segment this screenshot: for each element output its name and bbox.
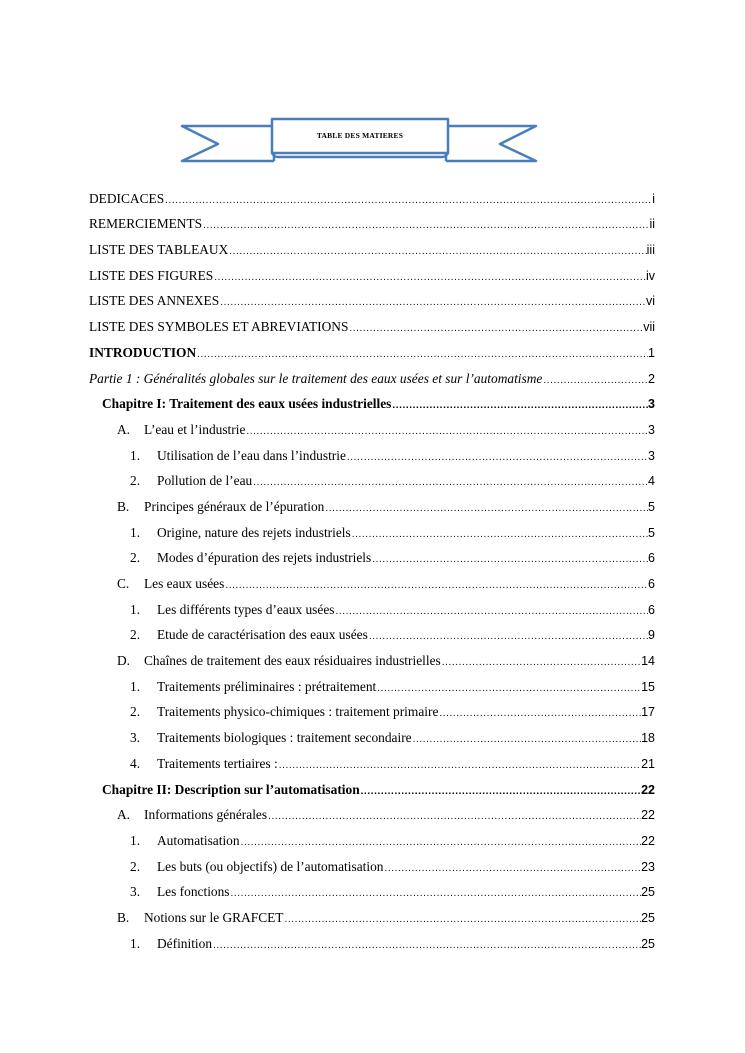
toc-entry[interactable] [89, 823, 655, 849]
toc-entry-page: 4 [648, 474, 655, 489]
toc-dot-leader [230, 887, 642, 900]
toc-dot-leader [348, 322, 643, 335]
toc-entry-page: ii [649, 217, 655, 232]
toc-entry-number: 1. [130, 601, 141, 617]
toc-entry-page: 3 [648, 448, 655, 463]
toc-entry-page: 2 [648, 371, 655, 386]
toc-entry-page: 3 [648, 422, 655, 437]
toc-entry-number: A. [117, 421, 131, 437]
toc-entry-title: LISTE DES ANNEXES [89, 293, 220, 309]
toc-entry-number: 1. [130, 832, 141, 848]
toc-entry[interactable] [89, 926, 655, 952]
toc-entry-page: 25 [641, 936, 655, 951]
toc-entry-page: 18 [641, 731, 655, 746]
toc-entry-title: Les fonctions [157, 884, 230, 900]
toc-entry[interactable] [89, 772, 655, 798]
toc-dot-leader [240, 836, 642, 849]
toc-entry[interactable] [89, 489, 655, 515]
toc-entry-title: Traitements physico-chimiques : traitement primaire [157, 704, 439, 720]
toc-dot-leader [267, 810, 641, 823]
toc-entry-page: 9 [648, 628, 655, 643]
toc-dot-leader [252, 476, 648, 489]
toc-entry[interactable] [89, 361, 655, 387]
toc-entry-page: 3 [648, 397, 655, 412]
title-banner [178, 115, 540, 165]
toc-entry[interactable] [89, 515, 655, 541]
toc-dot-leader [245, 425, 648, 438]
toc-dot-leader [212, 939, 641, 952]
toc-entry-number: 3. [130, 730, 141, 746]
toc-entry[interactable] [89, 669, 655, 695]
toc-entry-title: Chapitre I: Traitement des eaux usées industrielles [102, 396, 392, 412]
toc-entry-title: INTRODUCTION [89, 344, 197, 360]
table-of-contents [89, 181, 655, 952]
toc-entry-page: 6 [648, 577, 655, 591]
toc-dot-leader [360, 785, 641, 798]
toc-entry-number: B. [117, 909, 130, 925]
toc-entry[interactable] [89, 798, 655, 824]
toc-entry-page: 5 [648, 499, 655, 514]
toc-entry[interactable] [89, 541, 655, 567]
toc-dot-leader [219, 296, 646, 309]
toc-entry-page: 25 [641, 885, 655, 900]
toc-dot-leader [196, 348, 648, 361]
toc-entry[interactable] [89, 412, 655, 438]
toc-entry-title: Pollution de l’eau [157, 473, 253, 489]
toc-dot-leader [383, 862, 641, 875]
toc-entry[interactable] [89, 335, 655, 361]
toc-entry-number: 2. [130, 704, 141, 720]
toc-dot-leader [202, 219, 649, 232]
toc-entry-title: Notions sur le GRAFCET [144, 909, 284, 925]
toc-dot-leader [164, 194, 652, 207]
toc-entry-number: 2. [130, 858, 141, 874]
toc-dot-leader [376, 682, 641, 695]
toc-entry-number: 2. [130, 550, 141, 566]
toc-dot-leader [278, 759, 641, 772]
toc-dot-leader [368, 630, 648, 643]
toc-entry-page: 5 [648, 525, 655, 540]
toc-entry-number: 2. [130, 627, 141, 643]
toc-entry[interactable] [89, 592, 655, 618]
toc-dot-leader [346, 451, 648, 464]
toc-entry-number: A. [117, 807, 131, 823]
toc-entry-page: i [652, 191, 655, 206]
toc-entry-page: vii [643, 320, 655, 335]
toc-entry[interactable] [89, 643, 655, 669]
toc-entry-title: Informations générales [144, 807, 268, 823]
toc-entry-page: iii [646, 243, 655, 258]
toc-dot-leader [542, 374, 648, 387]
toc-entry-title: REMERCIEMENTS [89, 216, 203, 232]
toc-entry-title: LISTE DES TABLEAUX [89, 242, 229, 258]
toc-entry-title: LISTE DES SYMBOLES ET ABREVIATIONS [89, 319, 349, 335]
toc-entry[interactable] [89, 387, 655, 413]
toc-dot-leader [324, 502, 648, 515]
toc-entry-page: 14 [641, 654, 655, 669]
toc-entry-page: 25 [641, 910, 655, 925]
toc-entry-title: DEDICACES [89, 190, 165, 206]
toc-entry[interactable] [89, 695, 655, 721]
toc-entry-title: Les eaux usées [144, 576, 225, 591]
toc-entry-page: 1 [648, 345, 655, 360]
toc-entry-page: vi [645, 294, 655, 309]
toc-entry-number: 3. [130, 884, 141, 900]
toc-entry-title: Chapitre II: Description sur l’automatisation [102, 781, 360, 797]
toc-dot-leader [391, 399, 648, 412]
toc-entry[interactable] [89, 849, 655, 875]
toc-entry-title: Traitements tertiaires : [157, 755, 278, 771]
toc-entry-number: 4. [130, 755, 141, 771]
toc-dot-leader [351, 528, 648, 541]
toc-entry-page: iv [645, 268, 655, 283]
toc-entry-page: 22 [641, 808, 655, 823]
toc-entry-title: Partie 1 : Généralités globales sur le traitement des eaux usées et sur l’automatisme [89, 370, 543, 386]
toc-entry-page: 6 [648, 602, 655, 617]
toc-entry-title: Traitements biologiques : traitement secondaire [157, 730, 412, 746]
toc-entry-page: 6 [648, 551, 655, 566]
toc-entry[interactable] [89, 438, 655, 464]
toc-entry[interactable] [89, 566, 655, 592]
toc-dot-leader [284, 913, 642, 926]
toc-entry-title: Origine, nature des rejets industriels [157, 524, 351, 540]
toc-entry-title: LISTE DES FIGURES [89, 267, 214, 283]
toc-entry-title: Chaînes de traitement des eaux résiduaires industrielles [144, 653, 441, 669]
toc-entry[interactable] [89, 284, 655, 310]
toc-dot-leader [224, 579, 648, 592]
toc-entry[interactable] [89, 746, 655, 772]
toc-entry-number: 2. [130, 473, 141, 489]
toc-entry-number: C. [117, 576, 130, 591]
toc-entry[interactable] [89, 207, 655, 233]
toc-dot-leader [371, 553, 648, 566]
toc-dot-leader [412, 733, 641, 746]
toc-entry-title: Traitements préliminaires : prétraitement [157, 678, 377, 694]
toc-entry-number: 1. [130, 678, 141, 694]
toc-entry-number: D. [117, 653, 131, 669]
toc-entry-title: L’eau et l’industrie [144, 421, 246, 437]
toc-entry[interactable] [89, 900, 655, 926]
toc-entry-page: 15 [641, 679, 655, 694]
toc-dot-leader [228, 245, 646, 258]
toc-entry-page: 22 [641, 833, 655, 848]
toc-entry-page: 21 [641, 756, 655, 771]
toc-entry[interactable] [89, 875, 655, 901]
toc-entry-number: B. [117, 498, 130, 514]
toc-entry-number: 1. [130, 447, 141, 463]
toc-entry-page: 22 [641, 782, 655, 797]
toc-entry[interactable] [89, 720, 655, 746]
toc-dot-leader [213, 271, 646, 284]
toc-entry[interactable] [89, 309, 655, 335]
toc-dot-leader [335, 605, 649, 618]
toc-entry[interactable] [89, 258, 655, 284]
toc-entry-number: 1. [130, 524, 141, 540]
toc-entry-title: Définition [157, 935, 213, 951]
toc-entry-page: 17 [641, 705, 655, 720]
toc-dot-leader [441, 656, 641, 669]
toc-entry-title: Automatisation [157, 832, 240, 848]
toc-entry-number: 1. [130, 935, 141, 951]
toc-entry-title: Etude de caractérisation des eaux usées [157, 627, 368, 643]
toc-entry[interactable] [89, 232, 655, 258]
toc-entry-title: Les buts (ou objectifs) de l’automatisation [157, 858, 384, 874]
toc-entry-title: Utilisation de l’eau dans l’industrie [157, 447, 346, 463]
toc-entry[interactable] [89, 464, 655, 490]
toc-entry-title: Les différents types d’eaux usées [157, 601, 335, 617]
page-title: TABLE DES MATIERES [316, 130, 404, 140]
toc-entry[interactable] [89, 618, 655, 644]
toc-entry-title: Modes d’épuration des rejets industriels [157, 550, 372, 566]
toc-entry[interactable] [89, 181, 655, 207]
toc-entry-page: 23 [641, 859, 655, 874]
toc-dot-leader [438, 707, 641, 720]
toc-entry-title: Principes généraux de l’épuration [144, 498, 325, 514]
